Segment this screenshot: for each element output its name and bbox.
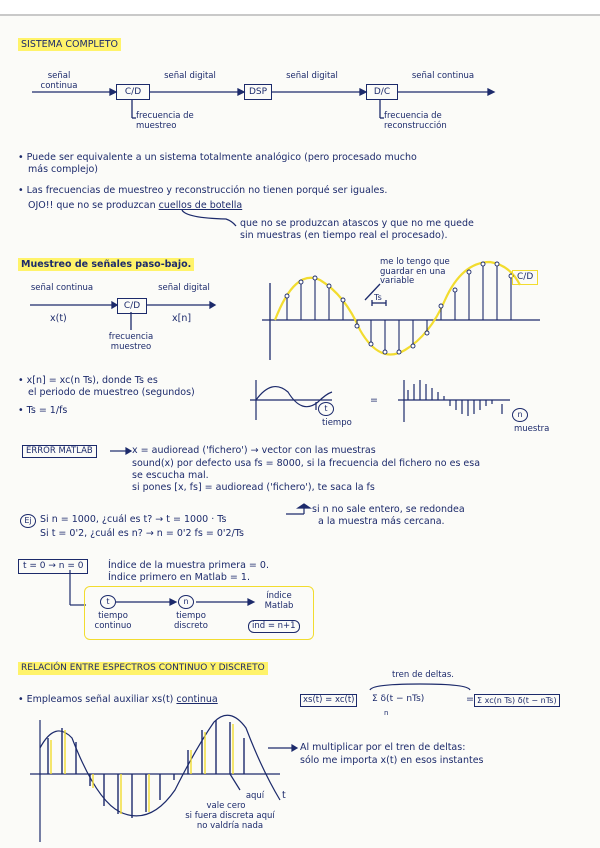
matlab-line-1: x = audioread ('fichero') → vector con las muestras	[132, 445, 376, 456]
index-tag: t = 0 → n = 0	[18, 559, 88, 574]
label-senal-continua: señal continua	[40, 71, 78, 91]
bullet-frecuencias: • Las frecuencias de muestreo y reconstrucción no tienen porqué ser iguales.	[18, 185, 388, 196]
note-no-valdria: no valdría nada	[196, 821, 264, 831]
bullet-senal-auxiliar	[18, 694, 218, 705]
formula-xs: xs(t) = xc(t)	[300, 694, 357, 707]
label-s2-senal-digital: señal digital	[158, 283, 210, 293]
circle-n: n	[512, 408, 528, 422]
label-ts: Ts	[374, 293, 382, 302]
example-q1: Si n = 1000, ¿cuál es t? → t = 1000 · Ts	[40, 514, 227, 525]
ojo-explanation-cont: sin muestras (en tiempo real el procesado).	[240, 230, 448, 241]
bullet-auxiliar-text: • Empleamos señal auxiliar xs(t)	[18, 694, 174, 705]
badge-cd: C/D	[512, 270, 538, 285]
label-frecuencia-reconstruccion: frecuencia de reconstrucción	[384, 111, 447, 131]
label-tiempo: tiempo	[322, 418, 352, 428]
note-multiplicar-1: Al multiplicar por el tren de deltas:	[300, 742, 466, 753]
bottom-axis-t: t	[282, 790, 286, 801]
section-title-espectros: RELACIÓN ENTRE ESPECTROS CONTINUO Y DISCRETO	[18, 662, 268, 675]
ojo-link-cuellos: cuellos de botella	[158, 200, 243, 211]
index-label-tiempo-discreto: tiempo discreto	[174, 611, 208, 631]
index-label-matlab: índice Matlab	[264, 591, 294, 611]
label-xn: x[n]	[172, 313, 192, 324]
index-label-tiempo-continuo: tiempo continuo	[94, 611, 132, 631]
label-frecuencia-muestreo: frecuencia de muestreo	[136, 111, 194, 131]
block-cd: C/D	[116, 84, 150, 100]
example-note-1: si n no sale entero, se redondea	[312, 504, 465, 515]
label-equal: =	[370, 395, 378, 406]
bullet-equivalente-cont: más complejo)	[28, 164, 99, 175]
section-title-muestreo: Muestreo de señales paso-bajo.	[18, 258, 194, 271]
eq-ts: • Ts = 1/fs	[18, 405, 68, 416]
formula-sum-samples: Σ xc(n Ts) δ(t − nTs)	[474, 694, 560, 707]
label-xt: x(t)	[50, 313, 67, 324]
index-line-1: Índice de la muestra primera = 0.	[108, 560, 269, 571]
label-s2-senal-continua: señal continua	[30, 283, 94, 293]
formula-equal: =	[466, 694, 474, 705]
circle-t: t	[318, 402, 334, 416]
section-title-sistema: SISTEMA COMPLETO	[18, 38, 121, 51]
example-tag: Ej	[20, 514, 36, 528]
matlab-line-3: se escucha mal.	[132, 470, 209, 481]
example-note-2: a la muestra más cercana.	[318, 516, 445, 527]
label-muestra: muestra	[514, 424, 550, 434]
index-formula-ind: ind = n+1	[248, 620, 300, 633]
note-aqui: aquí	[245, 791, 265, 801]
matlab-line-2: sound(x) por defecto usa fs = 8000, si la frecuencia del fichero no es esa	[132, 458, 481, 469]
example-q2: Si t = 0'2, ¿cuál es n? → n = 0'2 fs = 0'2/Ts	[40, 528, 244, 539]
index-circle-t: t	[100, 595, 116, 609]
block-s2-cd: C/D	[117, 298, 147, 314]
eq-xn-cont: el periodo de muestreo (segundos)	[28, 387, 195, 398]
label-senal-digital: señal digital	[164, 71, 216, 81]
block-dc: D/C	[366, 84, 398, 100]
note-si-discreta: si fuera discreta aquí	[185, 811, 275, 821]
bullet-auxiliar-continua: continua	[176, 694, 218, 705]
note-vale-cero: vale cero	[206, 801, 246, 811]
label-senal-continua-2: señal continua	[411, 71, 475, 81]
index-line-2: Índice primero en Matlab = 1.	[108, 572, 250, 583]
bullet-equivalente: • Puede ser equivalente a un sistema totalmente analógico (pero procesado mucho	[18, 152, 417, 163]
formula-sum-index: n	[384, 709, 389, 717]
label-senal-digital-2: señal digital	[286, 71, 338, 81]
page-top-bar	[0, 0, 600, 16]
ojo-prefix: OJO!! que no se produzcan	[28, 200, 156, 211]
block-dsp: DSP	[244, 84, 272, 100]
eq-xn: • x[n] = xc(n Ts), donde Ts es	[18, 375, 158, 386]
note-multiplicar-2: sólo me importa x(t) en esos instantes	[300, 755, 484, 766]
ojo-explanation: que no se produzcan atascos y que no me quede	[240, 218, 474, 229]
matlab-line-4: si pones [x, fs] = audioread ('fichero'), te saca la fs	[132, 482, 375, 493]
index-circle-n: n	[178, 595, 194, 609]
label-s2-frecuencia: frecuencia muestreo	[108, 332, 154, 352]
matlab-label: ERROR MATLAB	[22, 445, 97, 458]
note-guardar-variable: me lo tengo que guardar en una variable	[380, 257, 450, 286]
ojo-note	[28, 200, 242, 211]
label-tren-deltas: tren de deltas.	[392, 670, 454, 680]
formula-sum-deltas: Σ δ(t − nTs)	[372, 694, 425, 704]
